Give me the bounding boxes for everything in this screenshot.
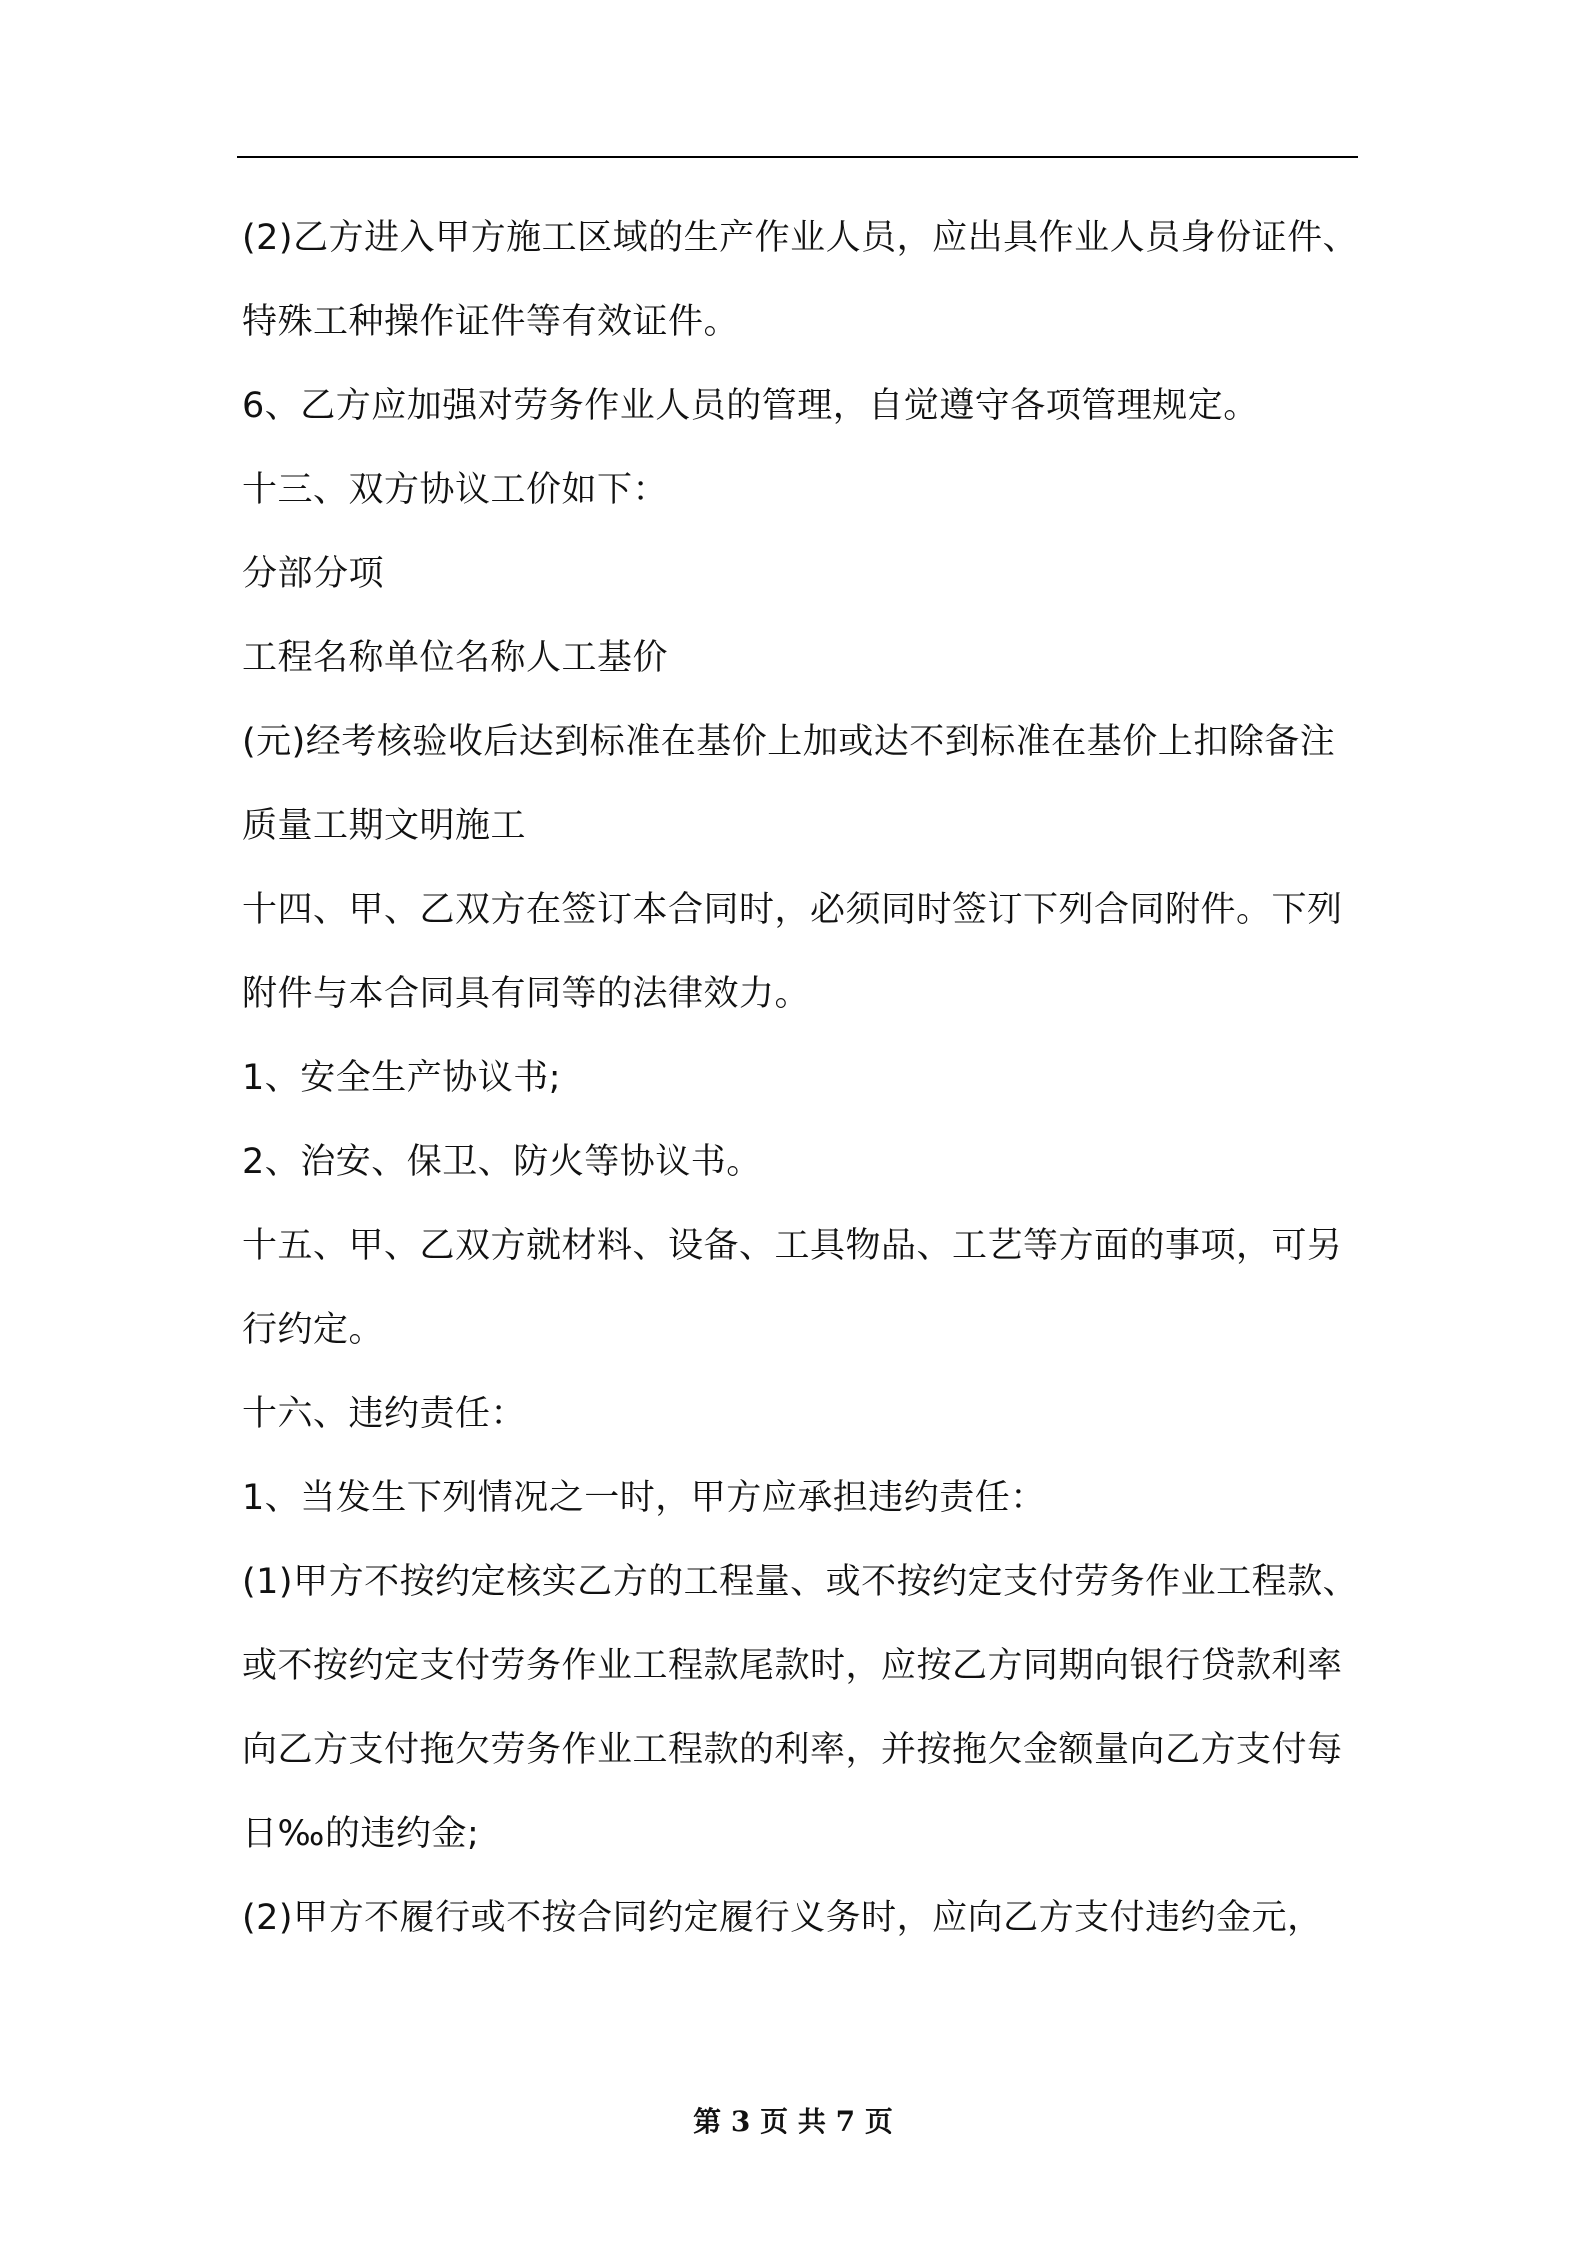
paragraph: (2)乙方进入甲方施工区域的生产作业人员，应出具作业人员身份证件、特殊工种操作证件等有效证件。 <box>242 218 1359 342</box>
header-rule <box>237 156 1358 158</box>
paragraph: 1、安全生产协议书; <box>242 1058 562 1098</box>
paragraph: 工程名称单位名称人工基价 <box>242 638 669 678</box>
paragraph: 十六、违约责任： <box>242 1394 527 1434</box>
paragraph: 十五、甲、乙双方就材料、设备、工具物品、工艺等方面的事项，可另行约定。 <box>242 1226 1343 1350</box>
page-number-footer: 第 3 页 共 7 页 <box>693 2105 893 2138</box>
paragraph: (2)甲方不履行或不按合同约定履行义务时，应向乙方支付违约金元， <box>242 1898 1323 1938</box>
paragraph: 十三、双方协议工价如下： <box>242 470 669 510</box>
paragraph: 质量工期文明施工 <box>242 806 527 846</box>
paragraph: (1)甲方不按约定核实乙方的工程量、或不按约定支付劳务作业工程款、或不按约定支付劳务作业工程款尾款时，应按乙方同期向银行贷款利率向乙方支付拖欠劳务作业工程款的利率，并按拖欠金额量向乙方支付每日‰的违约金; <box>242 1562 1359 1854</box>
paragraph: 1、当发生下列情况之一时，甲方应承担违约责任： <box>242 1478 1046 1518</box>
paragraph: 2、治安、保卫、防火等协议书。 <box>242 1142 762 1182</box>
paragraph: (元)经考核验收后达到标准在基价上加或达不到标准在基价上扣除备注 <box>242 722 1336 762</box>
paragraph: 分部分项 <box>242 554 385 594</box>
paragraph: 6、乙方应加强对劳务作业人员的管理，自觉遵守各项管理规定。 <box>242 386 1259 426</box>
document-body <box>242 196 1362 1960</box>
paragraph: 十四、甲、乙双方在签订本合同时，必须同时签订下列合同附件。下列附件与本合同具有同等的法律效力。 <box>242 890 1343 1014</box>
